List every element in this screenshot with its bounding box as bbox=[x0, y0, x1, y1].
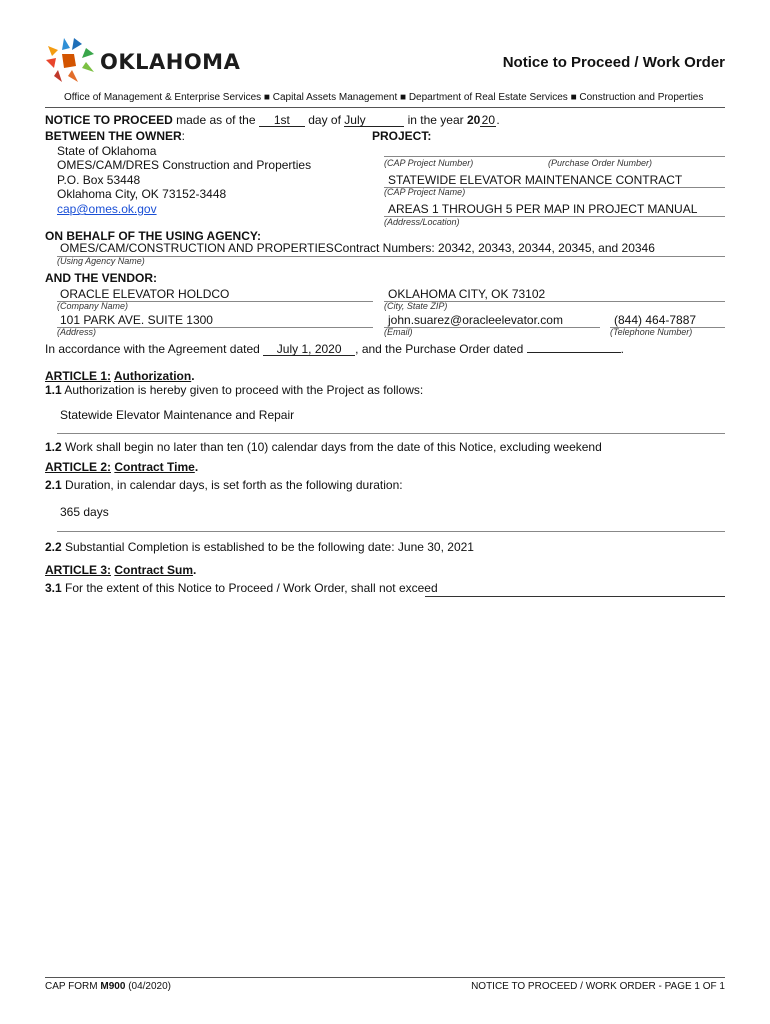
notice-year-prefix: 20 bbox=[467, 113, 481, 127]
notice-line bbox=[45, 113, 500, 127]
agreement-prefix: In accordance with the Agreement dated bbox=[45, 342, 260, 356]
vendor-email-caption: (Email) bbox=[384, 327, 413, 337]
owner-line-1: State of Oklahoma bbox=[57, 144, 157, 158]
cap-project-number-caption: (CAP Project Number) bbox=[384, 158, 474, 168]
vendor-city-value[interactable]: OKLAHOMA CITY, OK 73102 bbox=[388, 287, 546, 301]
agency-name-line bbox=[57, 256, 725, 257]
header-divider bbox=[45, 107, 725, 108]
vendor-company-value[interactable]: ORACLE ELEVATOR HOLDCO bbox=[60, 287, 230, 301]
purchase-order-caption: (Purchase Order Number) bbox=[548, 158, 653, 168]
duration-line bbox=[57, 531, 725, 532]
project-name-caption: (CAP Project Name) bbox=[384, 187, 466, 197]
owner-email-link[interactable]: cap@omes.ok.gov bbox=[57, 202, 157, 216]
notice-month-field[interactable]: July bbox=[344, 114, 404, 127]
article-3-1: 3.1 For the extent of this Notice to Proceed / Work Order, shall not exceed bbox=[45, 581, 438, 595]
notice-label: NOTICE TO PROCEED bbox=[45, 113, 173, 127]
agreement-suffix: . bbox=[620, 342, 624, 356]
project-name-value[interactable]: STATEWIDE ELEVATOR MAINTENANCE CONTRACT bbox=[388, 173, 683, 187]
article-1-1: 1.1 Authorization is hereby given to proceed with the Project as follows: bbox=[45, 383, 424, 397]
vendor-address-value[interactable]: 101 PARK AVE. SUITE 1300 bbox=[60, 313, 213, 327]
article-1-2: 1.2 Work shall begin no later than ten (10) calendar days from the date of this Notice, excluding weekend bbox=[45, 440, 602, 454]
agency-heading: ON BEHALF OF THE USING AGENCY: bbox=[45, 229, 261, 243]
agency-contract-numbers[interactable]: Contract Numbers: 20342, 20343, 20344, 20345, and 20346 bbox=[334, 241, 655, 255]
article-2-1: 2.1 Duration, in calendar days, is set forth as the following duration: bbox=[45, 478, 403, 492]
scope-line bbox=[57, 433, 725, 434]
footer-form-id: CAP FORM M900 (04/2020) bbox=[45, 981, 171, 992]
project-heading: PROJECT: bbox=[372, 129, 432, 143]
oklahoma-star-logo-icon bbox=[42, 36, 98, 86]
vendor-company-caption: (Company Name) bbox=[57, 301, 129, 311]
agency-name-value[interactable]: OMES/CAM/CONSTRUCTION AND PROPERTIES bbox=[60, 241, 334, 255]
article-2-heading: ARTICLE 2: Contract Time. bbox=[45, 460, 199, 474]
vendor-address-caption: (Address) bbox=[57, 327, 97, 337]
contract-sum-field[interactable] bbox=[425, 596, 725, 597]
vendor-address-line bbox=[57, 327, 373, 328]
owner-heading: BETWEEN THE OWNER: bbox=[45, 129, 186, 143]
footer-divider bbox=[45, 977, 725, 978]
vendor-city-caption: (City, State ZIP) bbox=[384, 301, 448, 311]
owner-line-4: Oklahoma City, OK 73152-3448 bbox=[57, 187, 227, 201]
purchase-order-date-field[interactable] bbox=[527, 352, 621, 353]
vendor-email-line bbox=[384, 327, 600, 328]
notice-made-as-of: made as of the bbox=[176, 113, 256, 127]
agency-name-caption: (Using Agency Name) bbox=[57, 256, 145, 266]
article-2-2: 2.2 Substantial Completion is established to be the following date: June 30, 2021 bbox=[45, 540, 474, 554]
notice-day-of: day of bbox=[308, 113, 341, 127]
agreement-date-field[interactable]: July 1, 2020 bbox=[263, 343, 355, 356]
vendor-phone-value[interactable]: (844) 464-7887 bbox=[614, 313, 697, 327]
project-location-caption: (Address/Location) bbox=[384, 217, 460, 227]
scope-value[interactable]: Statewide Elevator Maintenance and Repair bbox=[60, 408, 295, 422]
agreement-line bbox=[45, 342, 624, 356]
vendor-email-value[interactable]: john.suarez@oracleelevator.com bbox=[388, 313, 563, 327]
document-subtitle: Office of Management & Enterprise Services ■ Capital Assets Management ■ Department of Real Estate Services ■ Construction and Properties bbox=[64, 92, 704, 103]
vendor-heading: AND THE VENDOR: bbox=[45, 271, 158, 285]
logo-wordmark: OKLAHOMA bbox=[100, 50, 241, 74]
duration-value[interactable]: 365 days bbox=[60, 505, 109, 519]
footer-page-label: NOTICE TO PROCEED / WORK ORDER - PAGE 1 OF 1 bbox=[471, 981, 725, 992]
article-3-heading: ARTICLE 3: Contract Sum. bbox=[45, 563, 197, 577]
owner-line-2: OMES/CAM/DRES Construction and Properties bbox=[57, 158, 312, 172]
notice-in-the-year: in the year bbox=[407, 113, 464, 127]
vendor-phone-caption: (Telephone Number) bbox=[610, 327, 693, 337]
project-location-value[interactable]: AREAS 1 THROUGH 5 PER MAP IN PROJECT MANUAL bbox=[388, 202, 698, 216]
document-title: Notice to Proceed / Work Order bbox=[502, 54, 725, 71]
article-1-heading: ARTICLE 1: Authorization. bbox=[45, 369, 195, 383]
notice-day-field[interactable]: 1st bbox=[259, 114, 305, 127]
notice-year-field[interactable]: 20 bbox=[481, 113, 496, 127]
logo bbox=[42, 36, 241, 86]
agreement-middle: , and the Purchase Order dated bbox=[355, 342, 524, 356]
notice-period: . bbox=[496, 113, 500, 127]
owner-line-3: P.O. Box 53448 bbox=[57, 173, 141, 187]
project-number-line[interactable] bbox=[384, 156, 725, 157]
